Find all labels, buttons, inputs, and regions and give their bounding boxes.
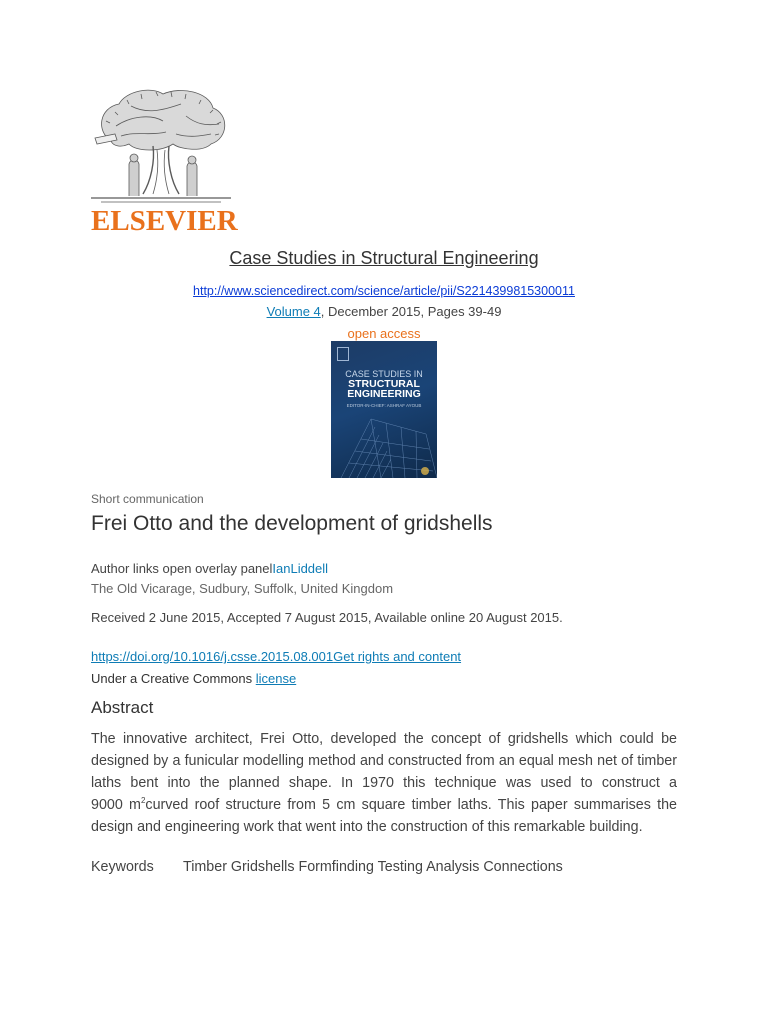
author-line	[91, 561, 328, 577]
superscript-2: 2	[140, 796, 146, 805]
author-name-link[interactable]: IanLiddell	[272, 561, 329, 576]
abstract-line	[91, 795, 677, 815]
volume-link[interactable]: Volume 4	[266, 304, 321, 319]
cover-title-line3: ENGINEERING	[347, 388, 421, 400]
abstract-line: designed by a funicular modelling method and constructed from an equal mesh net of timber	[91, 753, 677, 769]
cover-publisher-icon	[337, 347, 349, 361]
keywords-list: Timber Gridshells Formfinding Testing Analysis Connections	[183, 859, 563, 875]
get-rights-link[interactable]: Get rights and content	[333, 649, 462, 664]
abstract-heading: Abstract	[91, 698, 154, 717]
doi-link[interactable]: https://doi.org/10.1016/j.csse.2015.08.001	[91, 649, 334, 664]
abstract-line: laths bent into the planned shape. In 1970 this technique was used to construct a	[91, 775, 677, 791]
keywords-label: Keywords	[91, 859, 154, 875]
cover-title-line1: CASE STUDIES IN	[345, 369, 423, 379]
volume-line	[0, 304, 768, 320]
journal-cover-image[interactable]	[331, 341, 437, 478]
abstract-line-rest: curved roof structure from 5 cm square timber laths. This paper summarises the	[145, 797, 677, 813]
open-access-label: open access	[347, 326, 421, 341]
volume-details: , December 2015, Pages 39-49	[320, 304, 502, 319]
license-prefix: Under a Creative Commons	[91, 671, 256, 686]
license-line	[91, 671, 296, 687]
elsevier-wordmark: ELSEVIER	[91, 205, 238, 237]
article-type-label: Short communication	[91, 492, 204, 506]
doi-line	[91, 649, 461, 665]
author-affiliation: The Old Vicarage, Sudbury, Suffolk, United Kingdom	[91, 581, 394, 596]
abstract-line: The innovative architect, Frei Otto, developed the concept of gridshells which could be	[91, 731, 677, 747]
license-link[interactable]: license	[255, 671, 297, 686]
abstract-area-value: 9000 m	[91, 797, 141, 813]
journal-title-link[interactable]: Case Studies in Structural Engineering	[229, 248, 539, 268]
author-links-label[interactable]: Author links open overlay panel	[91, 561, 273, 576]
article-url-link[interactable]: http://www.sciencedirect.com/science/article/pii/S2214399815300011	[193, 284, 575, 298]
elsevier-tree-icon	[91, 86, 231, 204]
cover-title-line2: STRUCTURAL	[348, 378, 420, 390]
abstract-line: design and engineering work that went into the construction of this remarkable building.	[91, 819, 643, 835]
cover-building-graphic	[331, 409, 437, 478]
article-title: Frei Otto and the development of gridshells	[91, 512, 493, 535]
cover-editor-line: EDITOR-IN-CHIEF: ASHRAF AYOUB	[346, 403, 422, 408]
article-history-dates: Received 2 June 2015, Accepted 7 August 2015, Available online 20 August 2015.	[91, 610, 563, 625]
